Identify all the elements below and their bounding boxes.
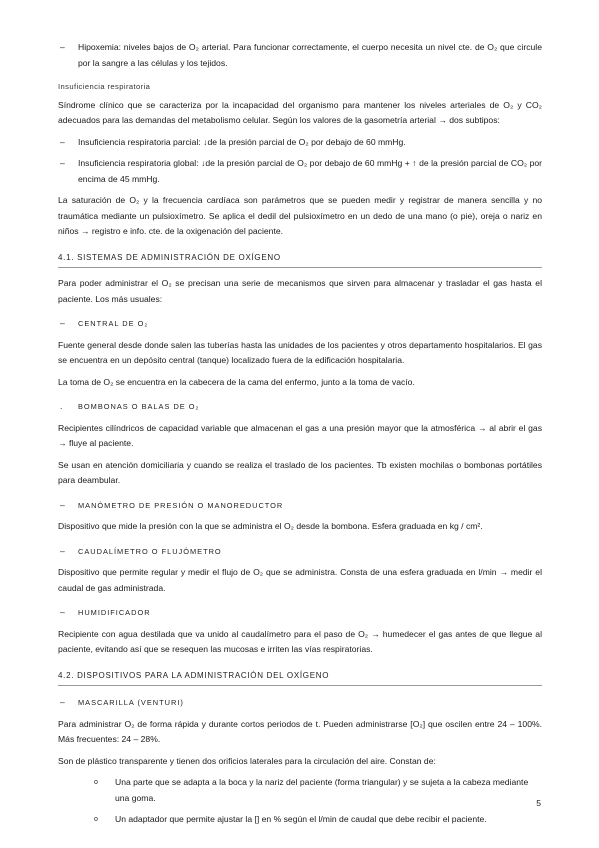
- caudalimetro-paragraph: Dispositivo que permite regular y medir el flujo de O₂ que se administra. Consta de una esfera graduada en l/min → medir el caudal de gas administrada.: [58, 567, 542, 593]
- insuficiencia-item-text: Insuficiencia respiratoria parcial: ↓de la presión parcial de O₂ por debajo de 60 mmHg.: [78, 136, 406, 147]
- central-paragraph: Fuente general desde donde salen las tuberías hasta las unidades de los pacientes y otros departamento hospitalarios. El gas se encuentra en un depósito central (tanque) localizado fuera de la edificación hospitalaria.: [58, 339, 542, 365]
- mascarilla-paragraph: Son de plástico transparente y tienen dos orificios laterales para la circulación del aire. Constan de:: [58, 755, 436, 766]
- dash-bullet: –: [60, 697, 65, 707]
- mascarilla-heading: [58, 695, 542, 711]
- mascarilla-item: [58, 812, 542, 828]
- hipoxemia-text: Hipoxemia: niveles bajos de O₂ arterial. Para funcionar correctamente, el cuerpo necesita un nivel cte. de O₂ que circule por la sangre a las células y los tejidos.: [78, 42, 542, 68]
- central-heading: [58, 316, 542, 332]
- manometro-paragraph: Dispositivo que mide la presión con la que se administra el O₂ desde la bombona. Esfera graduada en kg / cm².: [58, 521, 483, 531]
- humidificador-paragraph: Recipiente con agua destilada que va unido al caudalímetro para el paso de O₂ → humedecer el gas antes de que llegue al paciente, evitando así que se resequen las mucosas e irriten las vías respiratorias.: [58, 628, 542, 654]
- circle-bullet: o: [94, 816, 98, 823]
- dash-bullet: –: [60, 545, 65, 556]
- manometro-heading-text: MANÓMETRO DE PRESIÓN O MANOREDUCTOR: [78, 500, 284, 510]
- section-title: 4.2. DISPOSITIVOS PARA LA ADMINISTRACIÓN DEL OXÍGENO: [58, 668, 542, 687]
- bombonas-paragraph: Se usan en atención domiciliaria y cuando se realiza el traslado de los pacientes. Tb existen mochilas o bombonas portátiles para deambular.: [58, 459, 542, 485]
- central-paragraph: La toma de O₂ se encuentra en la cabecera de la cama del enfermo, junto a la toma de vacío.: [58, 376, 415, 387]
- mascarilla-item-text: Una parte que se adapta a la boca y la nariz del paciente (forma triangular) y se sujeta a la cabeza mediante una goma.: [115, 777, 529, 803]
- insuficiencia-heading: Insuficiencia respiratoria: [58, 82, 151, 91]
- page-number: 5: [536, 798, 541, 808]
- bombonas-heading: [58, 399, 542, 415]
- circle-bullet: o: [94, 779, 98, 786]
- mascarilla-item-text: Un adaptador que permite ajustar la [] en % según el l/min de caudal que debe recibir el paciente.: [115, 814, 487, 824]
- insuficiencia-item: [58, 156, 542, 187]
- saturacion-paragraph: La saturación de O₂ y la frecuencia cardíaca son parámetros que se pueden medir y registrar de manera sencilla y no traumática mediante un pulsioxímetro. Se aplica el dedil del pulsioxímetro en un dedo de una mano (o pie), oreja o nariz en niños → registro e info. cte. de la oxigenación del paciente.: [58, 195, 542, 236]
- hipoxemia-item: [58, 40, 542, 71]
- insuficiencia-item-text: Insuficiencia respiratoria global: ↓de la presión parcial de O₂ por debajo de 60 mmHg + ↑ de la presión parcial de CO₂ por encima de 45 mmHg.: [78, 158, 542, 184]
- insuficiencia-paragraph: Síndrome clínico que se caracteriza por la incapacidad del organismo para mantener los niveles arteriales de O₂ y CO₂ adecuados para las demandas del metabolismo celular. Según los valores de la gasometría arterial → dos subtipos:: [58, 99, 542, 125]
- humidificador-heading: [58, 605, 542, 621]
- manometro-heading: [58, 498, 542, 514]
- mascarilla-heading-text: MASCARILLA (VENTURI): [78, 698, 184, 707]
- caudalimetro-heading: [58, 544, 542, 560]
- central-heading-text: CENTRAL DE O₂: [78, 319, 149, 328]
- dash-bullet: –: [60, 42, 65, 52]
- section-title: 4.1. SISTEMAS DE ADMINISTRACIÓN DE OXÍGENO: [58, 250, 542, 269]
- mascarilla-paragraph: Para administrar O₂ de forma rápida y durante cortos periodos de t. Pueden administrarse [O₂] que oscilen entre 24 – 100%. Más frecuentes: 24 – 28%.: [58, 718, 542, 744]
- section1-intro: Para poder administrar el O₂ se precisan una serie de mecanismos que sirven para almacenar y trasladar el gas hasta el paciente. Los más usuales:: [58, 278, 542, 304]
- dash-bullet: –: [60, 318, 65, 328]
- caudalimetro-heading-text: CAUDALÍMETRO O FLUJÓMETRO: [78, 546, 222, 556]
- dash-bullet: –: [60, 607, 65, 617]
- dash-bullet: –: [60, 136, 65, 147]
- dash-bullet: –: [60, 158, 65, 168]
- mascarilla-item: [58, 775, 542, 806]
- bombonas-paragraph: Recipientes cilíndricos de capacidad variable que almacenan el gas a una presión mayor que la atmosférica → al abrir el gas → fluye al paciente.: [58, 422, 542, 448]
- humidificador-heading-text: HUMIDIFICADOR: [78, 608, 151, 617]
- document-page: [58, 40, 542, 834]
- dot-bullet: .: [60, 401, 63, 411]
- bombonas-heading-text: BOMBONAS O BALAS DE O₂: [78, 402, 200, 411]
- dash-bullet: –: [60, 499, 65, 510]
- insuficiencia-item: [58, 135, 542, 151]
